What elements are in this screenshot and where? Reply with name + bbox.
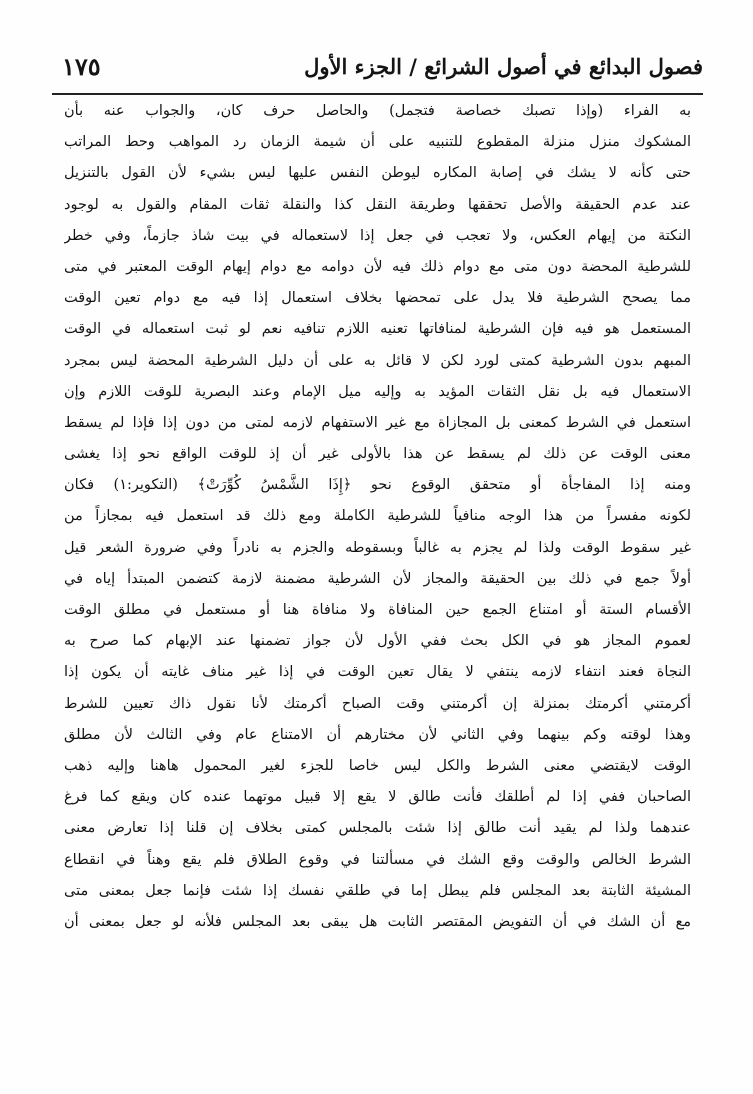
text-line: المستعمل هو فيه فإن الشرطية لمنافاتها تعنيه اللازم تنافيه نعم لو ثبت استعماله في الوقت bbox=[64, 321, 691, 338]
text-line: النكتة من إيهام العكس، ولا تعجب في جعل إذا لاستعماله في بيت شاذ جازماً، وفي خطر bbox=[64, 227, 691, 244]
text-line: معنى الوقت عن ذلك لم يسقط عن هذا بالأولى غير أن إذ للوقت الواقع نحو إذا يغشى bbox=[64, 446, 691, 463]
main-text bbox=[64, 96, 691, 938]
text-line: الصاحبان ففي إذا لم أطلقك فأنت طالق لا يقع إلا قبيل موتهما عنده كان ويقع كما فرغ bbox=[64, 789, 691, 806]
quran-citation-line: ومنه إذا المفاجأة أو متحقق الوقوع نحو ﴿إِذَا الشَّمْسُ كُوِّرَتْ﴾ (التكوير:١) فكان bbox=[64, 477, 691, 494]
text-line: للشرطية المحضة دون متى مع دوام ذلك فيه لأن دوامه مع دوام إيهام الوقت المعتبر في متى bbox=[64, 258, 691, 275]
text-line: لعموم المجاز هو في الكل بحث ففي الأول لأن جواز تضمنها عند الإبهام كما صرح به bbox=[64, 633, 691, 650]
text-line: أولاً جمع في ذلك بين الحقيقة والمجاز لأن الشرطية مضمنة لازمة كتضمن المبتدأ إياه في bbox=[64, 570, 691, 587]
text-line: الأقسام الستة أو امتناع الجمع حين المنافاة ولا منافاة هنا أو مستعمل في مطلق الوقت bbox=[64, 602, 691, 618]
page-number: ١٧٥ bbox=[62, 52, 101, 81]
text-line: استعمل في الشرط كمعنى بل المجازاة مع غير الاستفهام لازمه لمتى من دون إذا فإذا لم يسقط bbox=[64, 414, 691, 431]
book-title: فصول البدائع في أصول الشرائع / الجزء الأول bbox=[304, 54, 703, 79]
text-line: وهذا لوقته وكم بينهما وفي الثاني لأن مختارهم أن الامتناع عام وفي الثالث لأن مطلق bbox=[64, 726, 691, 743]
text-line: الاستعمال فيه بل نقل الثقات المؤيد به وإليه ميل الإمام وعند البصرية للوقت اللازم وإن bbox=[64, 383, 691, 400]
running-header bbox=[52, 40, 703, 84]
text-line: عند عدم الحقيقة والأصل تحققها وطريقة النقل كذا والنقلة ثقات المقام والقول به لوجود bbox=[64, 196, 691, 213]
text-line: حتى كأنه لا يشك في إصابة المكاره ليوطن النفس عليها ليس بشيء لأن القول بالتنزيل bbox=[64, 165, 691, 182]
text-line: المشكوك منزل منزلة المقطوع للتنبيه على أن شيمة الزمان رد المواهب وحط المراتب bbox=[64, 134, 691, 151]
text-line: به الفراء (وإذا تصبك خصاصة فتجمل) والحاصل حرف كان، والجواب عنه بأن bbox=[64, 103, 691, 119]
text-line: الشرط الخالص والوقت وقع الشك في مسألتنا في وقوع الطلاق فلم يقع وهناً في انقطاع bbox=[64, 851, 691, 868]
text-line: النجاة فعند انتفاء لازمه ينتفي لا يقال تعين الوقت في إذا غير مناف غايته أن يكون إذا bbox=[64, 664, 691, 681]
text-line: الوقت لايقتضي معنى الشرط والكل ليس خاصا للجزء لغير المحمول هاهنا وإليه ذهب bbox=[64, 757, 691, 774]
text-line: لكونه مفسراً من هذا الوجه منافياً للشرطية الكاملة ومع ذلك قد استعمل فيه بمجازاً من bbox=[64, 508, 691, 525]
text-line: مما يصحح الشرطية فلا يدل على تمحضها بخلاف استعمال إذا فيه مع دوام تعين الوقت bbox=[64, 290, 691, 307]
text-line: المشيئة الثابتة بعد المجلس فلم يبطل إما في طلقي نفسك إذا شئت فإنما جعل بمعنى متى bbox=[64, 882, 691, 899]
text-line: أكرمتني أكرمتك بمنزلة إن أكرمتني وقت الصباح أكرمتك لأنا نقول ذاك تعيين للشرط bbox=[64, 695, 691, 712]
text-line: المبهم بدون الشرطية كمتى لورد لكن لا قائل به على أن دليل الشرطية المحضة ليس بمجرد bbox=[64, 352, 691, 369]
header-divider bbox=[52, 93, 703, 95]
text-line: غير سقوط الوقت ولذا لم يجزم به غالباً وبسقوطه والجزم به نادراً وفي ضرورة الشعر قيل bbox=[64, 539, 691, 556]
text-line: مع أن الشك في أن التفويض المقتصر الثابت هل يبقى بعد المجلس فلأنه لو جعل بمعنى أن bbox=[64, 913, 691, 930]
text-line: عندهما ولذا لم يقيد أنت طالق إذا شئت بالمجلس كمتى بخلاف إن قلنا إذا تعارض معنى bbox=[64, 820, 691, 837]
